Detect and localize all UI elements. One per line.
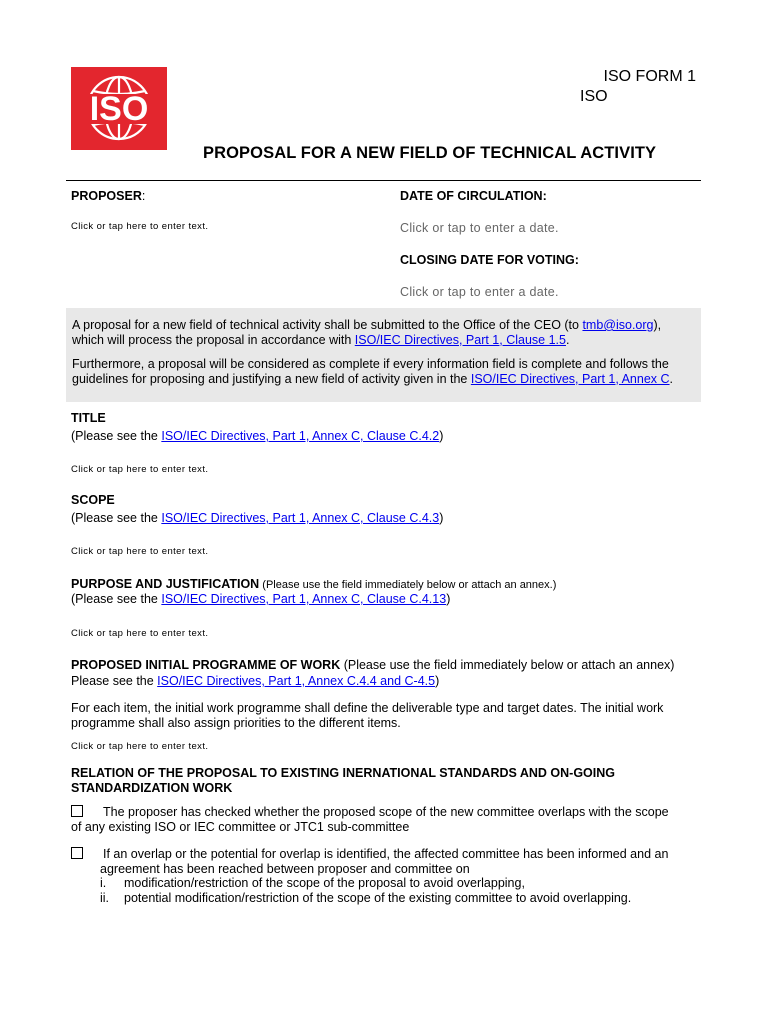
closing-date-field[interactable]: Click or tap to enter a date.: [400, 285, 559, 299]
proposer-label: PROPOSER:: [71, 189, 146, 203]
title-reference: (Please see the ISO/IEC Directives, Part 1, Annex C, Clause C.4.2): [71, 429, 444, 443]
scope-directive-link[interactable]: ISO/IEC Directives, Part 1, Annex C, Clause C.4.3: [161, 511, 440, 525]
directives-clause-link[interactable]: ISO/IEC Directives, Part 1, Clause 1.5: [354, 332, 566, 347]
programme-reference: Please see the ISO/IEC Directives, Part 1, Annex C.4.4 and C-4.5): [71, 674, 440, 688]
form-number: ISO FORM 1: [603, 68, 696, 85]
form-org: ISO: [580, 88, 608, 105]
proposer-field[interactable]: Click or tap here to enter text.: [71, 221, 209, 232]
option-i-text: modification/restriction of the scope of the proposal to avoid overlapping,: [124, 876, 525, 890]
option-ii-text: potential modification/restriction of the scope of the existing committee to avoid overlapping.: [124, 890, 632, 905]
document-title: PROPOSAL FOR A NEW FIELD OF TECHNICAL ACTIVITY: [203, 144, 657, 162]
title-heading: TITLE: [71, 411, 106, 425]
directives-annex-link[interactable]: ISO/IEC Directives, Part 1, Annex C: [470, 371, 670, 386]
programme-field[interactable]: Click or tap here to enter text.: [71, 741, 209, 752]
header-rule: [66, 180, 701, 181]
iso-logo: [71, 67, 167, 150]
programme-directive-link[interactable]: ISO/IEC Directives, Part 1, Annex C.4.4 and C-4.5: [157, 674, 436, 688]
title-directive-link[interactable]: ISO/IEC Directives, Part 1, Annex C, Clause C.4.2: [161, 429, 440, 443]
programme-heading: PROPOSED INITIAL PROGRAMME OF WORK (Please use the field immediately below or attach an annex): [71, 658, 675, 672]
programme-description: For each item, the initial work programme shall define the deliverable type and target dates. The initial work programme shall also assign priorities to the different items.: [71, 701, 664, 730]
purpose-reference: (Please see the ISO/IEC Directives, Part 1, Annex C, Clause C.4.13): [71, 592, 451, 606]
overlap-checked-checkbox[interactable]: [71, 805, 83, 817]
title-field[interactable]: Click or tap here to enter text.: [71, 464, 209, 475]
agreement-check-item: If an overlap or the potential for overlap is identified, the affected committee has been informed and an agreement has been reached between proposer and committee on i. modification/restriction of the scope of the proposal to avoid overlapping, ii. potential modification/restriction of the scope of the existing committee to avoid overlapping.: [71, 847, 701, 905]
scope-reference: (Please see the ISO/IEC Directives, Part 1, Annex C, Clause C.4.3): [71, 511, 444, 525]
relation-heading: RELATION OF THE PROPOSAL TO EXISTING INERNATIONAL STANDARDS AND ON-GOING STANDARDIZATION WORK: [71, 766, 616, 795]
purpose-heading: PURPOSE AND JUSTIFICATION (Please use the field immediately below or attach an annex.): [71, 577, 557, 591]
overlap-check-item: The proposer has checked whether the proposed scope of the new committee overlaps with the scope of any existing ISO or IEC committee or JTC1 sub-committee: [71, 805, 669, 834]
purpose-field[interactable]: Click or tap here to enter text.: [71, 628, 209, 639]
submission-note: [66, 308, 701, 402]
closing-date-label: CLOSING DATE FOR VOTING:: [400, 253, 579, 267]
date-of-circulation-field[interactable]: Click or tap to enter a date.: [400, 221, 559, 235]
scope-heading: SCOPE: [71, 493, 115, 507]
purpose-directive-link[interactable]: ISO/IEC Directives, Part 1, Annex C, Clause C.4.13: [161, 592, 447, 606]
note-paragraph-1: A proposal for a new field of technical activity shall be submitted to the Office of the CEO (to tmb@iso.org), which will process the proposal in accordance with ISO/IEC Directives, Part 1, Clause 1.5.: [72, 318, 662, 347]
note-paragraph-2: Furthermore, a proposal will be considered as complete if every information field is complete and follows the guidelines for proposing and justifying a new field of activity given in the ISO/IEC Directives, Part 1, Annex C.: [72, 357, 674, 386]
iso-globe-icon: [71, 67, 167, 150]
tmb-email-link[interactable]: tmb@iso.org: [582, 318, 654, 332]
scope-field[interactable]: Click or tap here to enter text.: [71, 546, 209, 557]
logo-text: ISO: [89, 90, 149, 128]
date-of-circulation-label: DATE OF CIRCULATION:: [400, 189, 547, 203]
agreement-checkbox[interactable]: [71, 847, 83, 859]
